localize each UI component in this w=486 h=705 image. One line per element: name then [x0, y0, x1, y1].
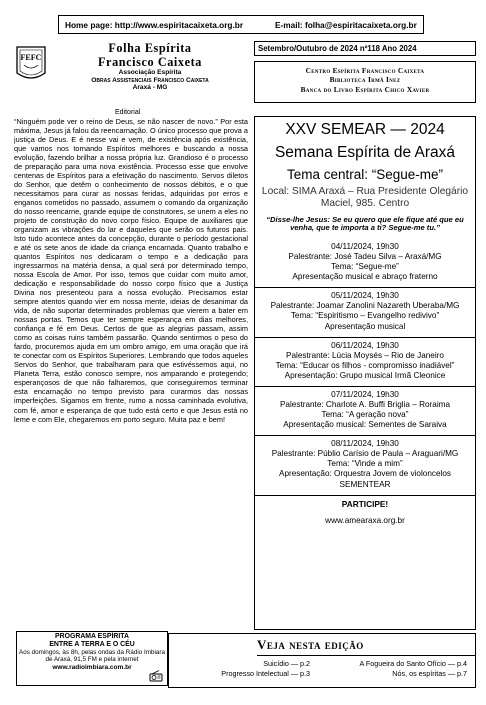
session-extra: Apresentação: Grupo musical Irmã Cleonice — [284, 370, 446, 380]
contents-item[interactable]: A Fogueira do Santo Ofício — p.4 — [359, 659, 467, 668]
library-name: Biblioteca Irmã Inez — [329, 75, 401, 85]
event-theme: Tema central: “Segue-me” — [286, 166, 444, 182]
event-session — [255, 436, 475, 495]
program-description: Aos domingos, às 8h, pelas ondas da Rádio Imbiara de Araxá, 91,5 FM e pela internet — [19, 648, 165, 663]
session-extra: Apresentação musical e abraço fraterno — [292, 272, 438, 282]
session-theme: Tema: “Vinde a mim” — [327, 459, 403, 469]
session-speaker: Palestrante: José Tadeu Silva – Araxá/MG — [288, 252, 442, 262]
event-sessions — [255, 239, 475, 496]
session-speaker: Palestrante: Públio Carísio de Paula – Araguari/MG — [271, 449, 459, 459]
session-theme: Tema: “Espiritismo – Evangelho redivivo” — [290, 311, 440, 321]
masthead-association: Associação Espírita — [118, 69, 182, 77]
masthead-city: Araxá - MG — [132, 84, 168, 92]
radio-program-box — [16, 631, 168, 686]
session-date: 05/11/2024, 19h30 — [331, 291, 399, 301]
masthead-obras: Obras Assistenciais Francisco Caixeta — [91, 76, 209, 84]
event-subtitle: Semana Espírita de Araxá — [274, 143, 456, 161]
session-theme: Tema: “A geração nova” — [321, 410, 409, 420]
bookstore-name: Banca do Livro Espírita Chico Xavier — [300, 84, 430, 94]
editorial-label: Editorial — [115, 109, 141, 116]
event-quote: “Disse-lhe Jesus: Se eu quero que ele fique até que eu venha, que te importa a ti? Segue-me tu.” — [266, 214, 464, 233]
center-info-box — [254, 61, 476, 103]
event-website[interactable]: www.amearaxa.org.br — [325, 515, 405, 525]
logo-letters: FEFC — [20, 53, 42, 62]
session-speaker: Palestrante: Charlote A. Buffi Briglia – Roraima — [279, 400, 451, 410]
event-session — [255, 239, 475, 288]
event-session — [255, 387, 475, 436]
event-participe: PARTICIPE! — [341, 498, 389, 509]
event-location: Local: SIMA Araxá – Rua Presidente Olegário Maciel, 985. Centro — [261, 185, 469, 210]
session-date: 06/11/2024, 19h30 — [331, 340, 399, 350]
event-box — [254, 116, 476, 630]
center-name: Centro Espírita Francisco Caixeta — [305, 66, 425, 75]
session-extra: Apresentação musical — [324, 321, 406, 331]
masthead — [52, 42, 248, 91]
session-date: 04/11/2024, 19h30 — [331, 242, 399, 251]
issue-info: Setembro/Outubro de 2024 nº118 Ano 2024 — [254, 41, 476, 56]
contents-item[interactable]: Nós, os espíritas — p.7 — [392, 668, 467, 678]
contents-title: Veja nesta edição — [257, 637, 475, 656]
event-session — [255, 338, 475, 387]
session-theme: Tema: “Educar os filhos - compromisso inadiável” — [275, 360, 455, 370]
session-speaker: Palestrante: Joamar Zanolini Nazareth Uberaba/MG — [270, 301, 460, 311]
contents-list — [177, 659, 467, 678]
contents-item[interactable]: Suicídio — p.2 — [263, 659, 310, 668]
session-date: 07/11/2024, 19h30 — [331, 389, 399, 399]
event-title: XXV SEMEAR — 2024 — [285, 121, 445, 138]
logo-icon — [13, 43, 49, 83]
event-session — [255, 288, 475, 337]
session-theme: Tema: “Segue-me” — [331, 262, 399, 272]
session-date: 08/11/2024, 19h30 — [331, 439, 399, 449]
contents-item[interactable]: Progresso Intelectual — p.3 — [221, 668, 310, 678]
program-website[interactable]: www.radioimbiara.com.br — [52, 663, 132, 671]
session-speaker: Palestrante: Lúcia Moysés – Rio de Janeiro — [286, 350, 444, 360]
homepage-link[interactable]: Home page: http://www.espiritacaixeta.org.br — [65, 19, 244, 30]
email-link[interactable]: E-mail: folha@espiritacaixeta.org.br — [275, 19, 417, 30]
program-title: PROGRAMA ESPÍRITA — [55, 633, 129, 640]
header-bar — [58, 15, 424, 34]
session-extra: Apresentação musical: Sementes de Saraiva — [283, 420, 447, 430]
editorial-text: “Ninguém pode ver o reino de Deus, se não nascer de novo.” Por esta máxima, Jesus já falou da reencarnação. O único processo que prova a justiça de Deus. E é nesse vai e vem, de existência após existência, que vamos nos tornando Espíritos melhores e buscando a nossa evolução, fazendo brilhar a nossa própria luz. Grandioso é o processo de preparação para uma nova existência. Processo esse que envolve centenas de Espíritos para a efetivação do nascimento. Servos diletos do Senhor, que detêm o conhecimento de nossos débitos, e o que necessitamos para curar as nossas feridas, adquiridas por erros e enganos cometidos no passado, assumem o comando da organização do nosso reencarne, grande equipe de construtores, se unem a eles no projeto de construção do novo corpo físico. Equipe de auxiliares que organizam as vibrações do lar e daqueles que serão os futuros pais. Isto tudo acontece antes da concepção, durante o período gestacional e até os sete anos de idade da criança encarnada. Quanto trabalho e quantos Espíritos nos dedicaram o tempo e a dedicação para ingressarmos na matéria densa, a qual será por determinado tempo, nossa Escola de Amor. Por isso, temos que cuidar com muito amor, dedicação e responsabilidade do nosso corpo físico que a Justiça Divina nos presenteou para a nossa evolução. Precisamos estar sempre atentos quando vier em nossa mente, ideias de desanimar da vida, de não suportar determinados problemas que vierem a bater em nossas portas. Temos que ter sempre esperança em dias melhores, confiança e fé em Deus. Certos de que as alegrias passam, assim como as coisas ruins também passarão. Quando sentirmos o peso do fardo, procuremos ajuda em um ombro amigo, em uma oração que irá te conectar com os Espíritos Superiores. Lembrando que todos aqueles Servos do Senhor, que trabalharam para que estivéssemos aqui, no Planeta Terra, estão conosco sempre, nos amparando e protegendo; esperançosos de que não falharemos, que conseguiremos terminar esta encarnação no tempo previsto para curarmos das nossas imperfeições. Sigamos em frente, rumo a nossa caminhada evolutiva, com fé, amor e esperança de que tudo está certo e que Jesus está no leme e com Ele, chegaremos em porto seguro. Muita paz e bem! — [14, 117, 248, 424]
session-extra: Apresentação: Orquestra Jovem de violoncelos SEMENTEAR — [278, 469, 452, 489]
contents-box — [168, 633, 476, 688]
program-subtitle: ENTRE A TERRA E O CÉU — [49, 640, 135, 648]
masthead-title-line1: Folha Espírita — [108, 41, 192, 55]
radio-icon — [149, 670, 163, 682]
masthead-title-line2: Francisco Caixeta — [98, 54, 202, 69]
